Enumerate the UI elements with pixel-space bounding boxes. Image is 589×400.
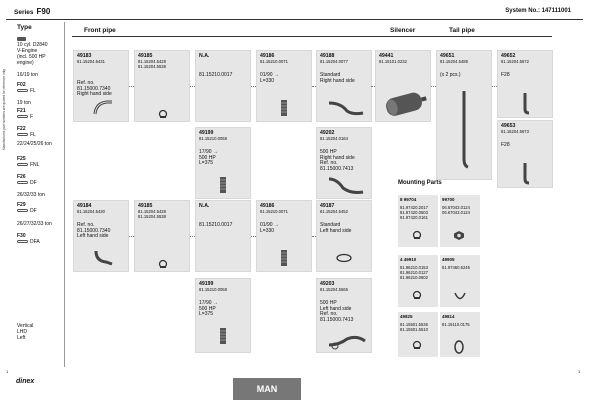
sidebar-item	[17, 192, 45, 198]
part-card	[436, 50, 492, 180]
part-card	[316, 50, 372, 122]
part-description: Ref. no. 81.15000.7340 Right hand side	[77, 80, 112, 98]
sidebar-text: 26/32/33 ton	[17, 192, 45, 198]
part-number: 49183	[77, 53, 92, 59]
leader-line	[190, 236, 195, 237]
mounting-part	[440, 195, 480, 247]
axle-label: FNL	[30, 162, 40, 168]
oem-number: 81.15210.0071	[260, 209, 288, 214]
mounting-oem-numbers: 81.15110.0175	[442, 322, 470, 327]
part-card	[256, 50, 312, 122]
axle-icon	[17, 89, 28, 92]
oem-number: 81.15210.0058	[199, 136, 227, 141]
part-number: N.A.	[199, 203, 210, 209]
part-description: 81.15210.0017	[199, 222, 233, 228]
oem-number: 81.15204.5430	[77, 209, 105, 214]
type-code: F22	[17, 126, 26, 132]
part-number: 49184	[77, 203, 92, 209]
part-number: N.A.	[199, 53, 210, 59]
page-number-right: 1	[578, 369, 581, 374]
sidebar-text: 10 cyl. D2840 V-Engine (incl. 500 HP engine)	[17, 42, 48, 66]
leader-line	[371, 86, 375, 87]
sidebar-text: 16/19 ton	[17, 72, 38, 78]
part-number: 49199	[199, 281, 214, 287]
axle-icon	[17, 163, 28, 166]
clamp-icon	[411, 340, 423, 352]
part-number: 49653	[501, 123, 516, 129]
part-description: 17/90 → 500 HP L=375	[199, 300, 218, 318]
oem-number: 81.15210.0071	[260, 59, 288, 64]
sidebar-title: Type	[17, 24, 32, 31]
part-description: 01/90 → L=330	[260, 72, 279, 84]
axle-icon	[17, 240, 28, 243]
sidebar-item	[17, 141, 52, 147]
silencer-icon	[382, 89, 428, 121]
part-number: 49199	[199, 130, 214, 136]
mounting-oem-numbers: 81.97460.5245	[442, 265, 470, 270]
mounting-oem-numbers: 81.15501.5536 81.15501.5510	[400, 322, 428, 332]
oem-number: 81.15204.5428 81.15204.5538	[138, 59, 166, 69]
front-pipe-rule	[72, 36, 552, 37]
section-tail-pipe: Tail pipe	[449, 27, 475, 34]
sidebar-item	[17, 126, 36, 138]
part-number: 49441	[379, 53, 394, 59]
flex-pipe-icon	[218, 327, 228, 347]
type-code: F25	[17, 156, 26, 162]
leader-line	[251, 236, 256, 237]
tail-pipe-icon	[459, 89, 469, 171]
axle-icon	[17, 209, 28, 212]
page-number-left: 1	[6, 369, 9, 374]
section-silencer: Silencer	[390, 27, 416, 34]
axle-label: DF	[30, 208, 37, 214]
mounting-part	[440, 255, 480, 307]
part-description: 17/90 → 500 HP L=375	[199, 149, 218, 167]
part-description: 81.15210.0017	[199, 72, 233, 78]
part-card	[73, 200, 129, 272]
sidebar-item	[17, 108, 33, 120]
sidebar-text: Vertical LHD Left	[17, 323, 34, 341]
reference-note: Manufactures part numbers are quoted for reference only	[2, 69, 6, 150]
part-description: Standard Left hand side	[320, 222, 352, 234]
sidebar-item	[17, 72, 38, 78]
part-card	[73, 50, 129, 122]
bracket-icon	[453, 290, 467, 306]
leader-line	[251, 86, 256, 87]
oem-number: 81.15204.0077	[320, 59, 348, 64]
sidebar-item	[17, 233, 40, 245]
clamp-icon	[411, 290, 423, 302]
mounting-part-number: 49825	[400, 314, 413, 319]
leader-line	[190, 86, 195, 87]
sidebar-item	[17, 174, 37, 186]
axle-label: FL	[30, 132, 36, 138]
part-number: 49185	[138, 53, 153, 59]
oem-number: 81.15204.5428 81.15204.5538	[138, 209, 166, 219]
leader-line	[431, 86, 436, 87]
part-description: Ref. no. 81.15000.7340 Left hand side	[77, 222, 111, 240]
part-card	[497, 120, 553, 188]
part-card	[375, 50, 431, 122]
sidebar-item	[17, 202, 37, 214]
pipe-icon	[327, 176, 365, 198]
brand-bar: MAN	[233, 378, 301, 400]
part-number: 49188	[320, 53, 335, 59]
axle-label: F	[30, 114, 34, 120]
part-card	[195, 127, 251, 199]
part-description: 500 HP Left hand side Ref. no. 81.15000.7413	[320, 300, 354, 323]
mounting-part-number: 99700	[442, 197, 455, 202]
series-caption: Series	[14, 9, 34, 16]
system-value: 147111001	[541, 8, 571, 14]
nut-icon	[453, 230, 465, 242]
part-number: 49185	[138, 203, 153, 209]
part-card	[195, 200, 251, 272]
part-description: 01/90 → L=330	[260, 222, 279, 234]
mounting-oem-numbers: 06.67043.0124 06.67043.0124	[442, 205, 470, 215]
header-divider	[6, 19, 583, 20]
axle-icon	[17, 115, 28, 118]
oem-number: 81.15101.0232	[379, 59, 407, 64]
part-description: Standard Right hand side	[320, 72, 355, 84]
gasket-icon	[453, 340, 465, 356]
oem-number: 81.15204.5673	[501, 129, 529, 134]
sidebar-item	[17, 36, 48, 66]
part-number: 49187	[320, 203, 335, 209]
mounting-part-number: 49905	[442, 257, 455, 262]
axle-label: DFA	[30, 239, 40, 245]
oem-number: 81.15204.0164	[320, 136, 348, 141]
type-code: F30	[17, 233, 26, 239]
sidebar-item	[17, 323, 33, 341]
type-code: F29	[17, 202, 26, 208]
part-card	[497, 50, 553, 118]
part-card	[316, 200, 372, 272]
axle-icon	[17, 133, 28, 136]
series-value: F90	[36, 7, 51, 16]
part-number: 49651	[440, 53, 455, 59]
part-card	[256, 200, 312, 272]
sidebar-item	[17, 221, 52, 227]
part-card	[316, 278, 372, 353]
tail-pipe-icon	[520, 91, 530, 117]
sidebar-item	[17, 82, 36, 94]
type-code: F21	[17, 108, 26, 114]
oem-number: 81.15204.5452	[320, 209, 348, 214]
part-card	[134, 200, 190, 272]
tail-pipe-icon	[520, 161, 530, 187]
type-code: F26	[17, 174, 26, 180]
clamp-icon	[411, 230, 423, 242]
leader-line	[312, 86, 316, 87]
oem-number: 81.15204.5485	[440, 59, 468, 64]
part-description: 500 HP Right hand side Ref. no. 81.15000.7413	[320, 149, 355, 172]
mounting-oem-numbers: 81.96210.0153 81.96210.0127 81.96210.0602	[400, 265, 428, 280]
flex-pipe-icon	[279, 249, 289, 269]
leader-line	[492, 86, 497, 87]
part-number: 49203	[320, 281, 335, 287]
mounting-part	[398, 255, 438, 307]
series-label	[14, 7, 50, 16]
pipe-icon	[327, 331, 367, 353]
part-number: 49202	[320, 130, 335, 136]
mounting-part	[440, 312, 480, 357]
leader-line	[129, 86, 134, 87]
oem-number: 81.15210.0058	[199, 287, 227, 292]
sidebar-text: 22/24/25/26 ton	[17, 141, 52, 147]
dinex-logo: dinex	[16, 378, 35, 385]
sidebar-item	[17, 100, 31, 106]
section-mounting-parts: Mounting Parts	[398, 180, 442, 186]
part-description: F28	[501, 72, 510, 78]
leader-line	[312, 236, 316, 237]
section-front-pipe: Front pipe	[84, 27, 116, 34]
sidebar-item	[17, 156, 39, 168]
part-number: 49652	[501, 53, 516, 59]
oem-number: 81.15204.5565	[320, 287, 348, 292]
type-code: F02	[17, 82, 26, 88]
bent-pipe-icon	[92, 247, 114, 269]
part-description: (x 2 pcs.)	[440, 72, 461, 78]
sidebar-text: 26/27/32/33 ton	[17, 221, 52, 227]
part-number: 49186	[260, 53, 275, 59]
flex-pipe-icon	[279, 99, 289, 119]
axle-label: DF	[30, 180, 37, 186]
mounting-part	[398, 195, 438, 247]
system-caption: System No.:	[505, 8, 540, 14]
gasket-icon	[335, 253, 353, 265]
sidebar-text: 19 ton	[17, 100, 31, 106]
mounting-part	[398, 312, 438, 357]
axle-label: FL	[30, 88, 36, 94]
type-sidebar	[13, 22, 63, 367]
mounting-part-number: 4 49910	[400, 257, 417, 262]
flex-pipe-icon	[218, 176, 228, 196]
part-card	[195, 278, 251, 353]
part-card	[195, 50, 251, 122]
leader-line	[129, 236, 134, 237]
system-number	[505, 8, 571, 14]
mounting-oem-numbers: 81.97420.2017 81.97420.0503 91.97420.0161	[400, 205, 428, 220]
part-description: F28	[501, 142, 510, 148]
clamp-icon	[157, 259, 169, 271]
pipe-icon	[327, 99, 365, 119]
mounting-part-number: 8 99704	[400, 197, 417, 202]
axle-icon	[17, 181, 28, 184]
mounting-part-number: 49814	[442, 314, 455, 319]
part-card	[316, 127, 372, 199]
oem-number: 81.15204.5431	[77, 59, 105, 64]
oem-number: 81.15204.5672	[501, 59, 529, 64]
bent-pipe-icon	[92, 97, 114, 119]
part-number: 49186	[260, 203, 275, 209]
clamp-icon	[157, 109, 169, 121]
truck-icon	[17, 37, 26, 41]
part-card	[134, 50, 190, 122]
